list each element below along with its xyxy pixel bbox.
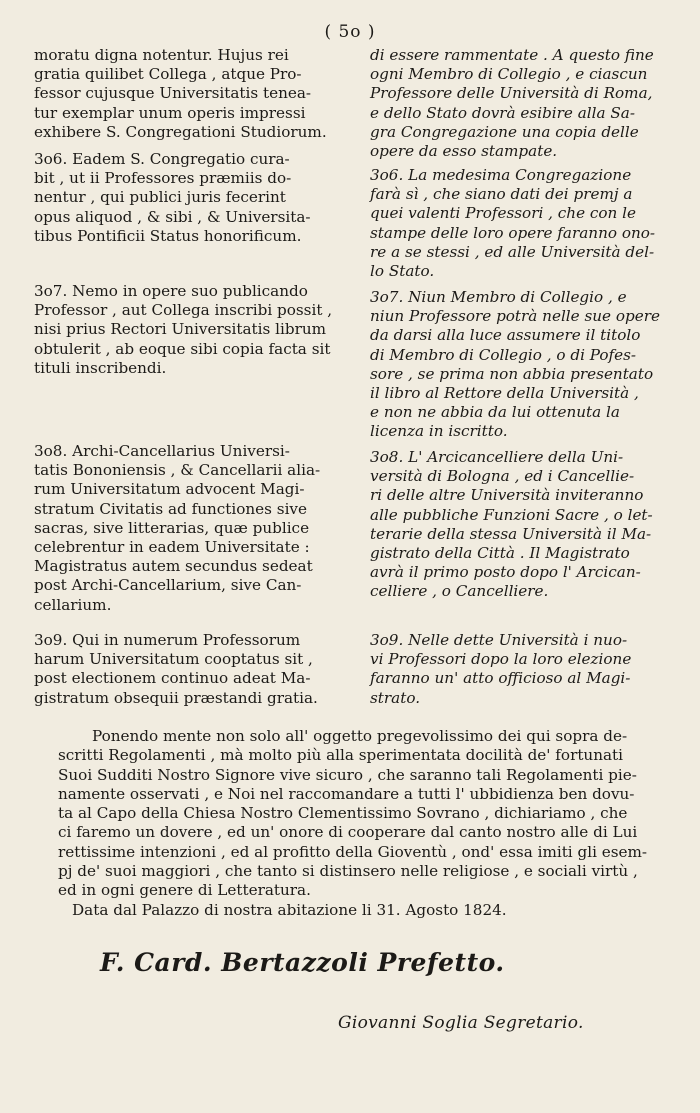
text-line: e non ne abbia da lui ottenuta la — [370, 403, 620, 422]
text-line: di Membro di Collegio , o di Pofes- — [370, 345, 637, 364]
text-line: gratia quilibet Collega , atque Pro- — [34, 65, 302, 84]
text-line: obtulerit , ab eoque sibi copia facta sit — [34, 339, 331, 358]
text-line: Suoi Sudditi Nostro Signore vive sicuro , che saranno tali Regolamenti pie- — [58, 765, 637, 784]
text-line: di essere rammentate . A questo fine — [370, 46, 654, 64]
text-line: strato. — [370, 688, 421, 707]
text-line: nisi prius Rectori Universitatis librum — [34, 320, 327, 339]
text-line: ogni Membro di Collegio , e ciascun — [370, 65, 648, 84]
text-line: faranno un' atto officioso al Magi- — [370, 669, 631, 688]
text-line: cellarium. — [34, 595, 112, 614]
text-line: post Archi-Cancellarium, sive Can- — [34, 576, 302, 595]
text-line: 3o8. L' Arcicancelliere della Uni- — [370, 448, 624, 466]
text-line: post electionem continuo adeat Ma- — [34, 669, 311, 688]
text-line: 3o6. Eadem S. Congregatio cura- — [34, 150, 290, 168]
text-line: rettissime intenzioni , ed al profitto della Gioventù , ond' essa imiti gli esem- — [58, 842, 648, 861]
italian-intro-paragraph — [370, 46, 682, 161]
text-line: exhibere S. Congregationi Studiorum. — [34, 122, 327, 141]
text-line: licenza in iscritto. — [370, 422, 508, 441]
italian-article-308 — [370, 448, 682, 602]
text-line: stampe delle loro opere faranno ono- — [370, 223, 656, 242]
italian-article-309 — [370, 631, 682, 708]
text-line: sacras, sive litterarias, quæ publice — [34, 518, 310, 537]
text-line: tatis Bononiensis , & Cancellarii alia- — [34, 461, 321, 480]
page-number: ( 5o ) — [324, 22, 376, 42]
text-line: tituli inscribendi. — [34, 358, 167, 377]
text-line: il libro al Rettore della Università , — [370, 384, 639, 403]
italian-column — [370, 46, 682, 707]
text-line: e dello Stato dovrà esibire alla Sa- — [370, 103, 635, 122]
text-line: avrà il primo posto dopo l' Arcican- — [370, 563, 641, 582]
text-line: 3o7. Nemo in opere suo publicando — [34, 282, 308, 300]
latin-article-306 — [34, 150, 356, 246]
closing-paragraph — [58, 727, 668, 920]
text-line: ed in ogni genere di Letteratura. — [58, 881, 311, 900]
text-line: sore , se prima non abbia presentato — [370, 364, 654, 383]
text-line: 3o6. La medesima Congregazione — [370, 166, 632, 184]
latin-article-309 — [34, 631, 356, 708]
text-line: lo Stato. — [370, 262, 435, 281]
text-line: fessor cujusque Universitatis tenea- — [34, 84, 312, 103]
text-line: pj de' suoi maggiori , che tanto si distinsero nelle religiose , e sociali virtù , — [58, 862, 638, 881]
latin-article-308 — [34, 442, 356, 615]
text-line: opus aliquod , & sibi , & Universita- — [34, 207, 311, 226]
text-line: scritti Regolamenti , mà molto più alla sperimentata docilità de' fortunati — [58, 746, 624, 765]
text-line: celebrentur in eadem Universitate : — [34, 538, 310, 557]
text-line: 3o9. Qui in numerum Professorum — [34, 631, 301, 649]
text-line: nentur , qui publici juris fecerint — [34, 188, 286, 207]
text-line: Magistratus autem secundus sedeat — [34, 557, 313, 576]
text-line: re a se stessi , ed alle Università del- — [370, 242, 655, 261]
text-line: celliere , o Cancelliere. — [370, 582, 549, 601]
text-line: niun Professore potrà nelle sue opere — [370, 307, 660, 326]
text-line: Professor , aut Collega inscribi possit , — [34, 301, 333, 320]
text-line: bit , ut ii Professores præmiis do- — [34, 169, 292, 188]
text-line: ci faremo un dovere , ed un' onore di cooperare dal canto nostro alle di Lui — [58, 823, 638, 842]
text-line: rum Universitatum advocent Magi- — [34, 480, 305, 499]
italian-article-307 — [370, 288, 682, 442]
text-line: ta al Capo della Chiesa Nostro Clementissimo Sovrano , dichiariamo , che — [58, 804, 628, 823]
text-line: gra Congregazione una copia delle — [370, 122, 639, 141]
text-line: tur exemplar unum operis impressi — [34, 103, 306, 122]
text-line: gistrato della Città . Il Magistrato — [370, 544, 630, 563]
text-line: 3o9. Nelle dette Università i nuo- — [370, 631, 628, 649]
text-line: harum Universitatum cooptatus sit , — [34, 650, 313, 669]
latin-column — [34, 46, 356, 707]
text-line: tibus Pontificii Status honorificum. — [34, 226, 302, 245]
text-line: alle pubbliche Funzioni Sacre , o let- — [370, 505, 653, 524]
secretary-signature: Giovanni Soglia Segretario. — [338, 1013, 584, 1033]
text-line: stratum Civitatis ad functiones sive — [34, 499, 307, 518]
text-line: ri delle altre Università inviteranno — [370, 486, 644, 505]
text-line: opere da esso stampate. — [370, 142, 558, 161]
text-line: vi Professori dopo la loro elezione — [370, 650, 632, 669]
italian-article-306 — [370, 166, 682, 281]
text-line: 3o7. Niun Membro di Collegio , e — [370, 288, 627, 306]
text-line: terarie della stessa Università il Ma- — [370, 524, 652, 543]
text-line: moratu digna notentur. Hujus rei — [34, 46, 289, 64]
text-line: namente osservati , e Noi nel raccomandare a tutti l' ubbidienza ben dovu- — [58, 784, 635, 803]
text-line: gistratum obsequii præstandi gratia. — [34, 688, 318, 707]
text-line: Professore delle Università di Roma, — [370, 84, 653, 103]
text-line: farà sì , che siano dati dei premj a — [370, 185, 633, 204]
text-line: Ponendo mente non solo all' oggetto pregevolissimo dei qui sopra de- — [92, 727, 628, 745]
latin-article-307 — [34, 282, 356, 378]
prefect-signature: F. Card. Bertazzoli Prefetto. — [100, 948, 505, 977]
latin-intro-paragraph — [34, 46, 356, 142]
text-line: quei valenti Professori , che con le — [370, 204, 636, 223]
text-line: 3o8. Archi-Cancellarius Universi- — [34, 442, 290, 460]
date-line: Data dal Palazzo di nostra abitazione li 31. Agosto 1824. — [72, 900, 507, 919]
text-line: versità di Bologna , ed i Cancellie- — [370, 467, 635, 486]
text-line: da darsi alla luce assumere il titolo — [370, 326, 641, 345]
